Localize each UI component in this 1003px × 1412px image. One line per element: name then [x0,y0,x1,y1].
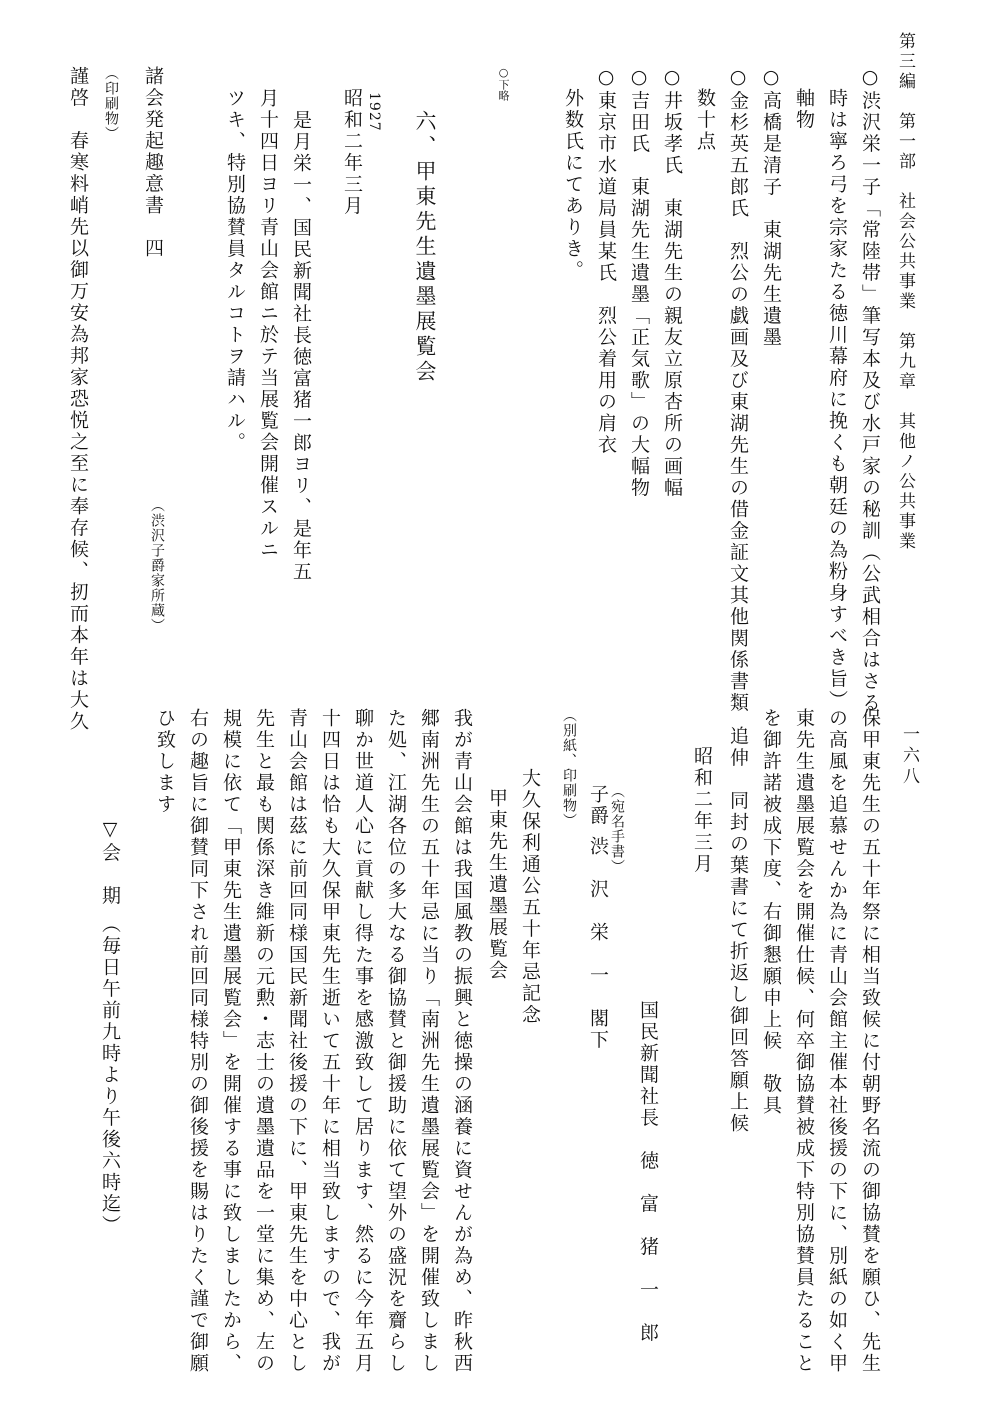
letter-date: 昭和二年三月 [691,746,713,875]
enclosure-line: ひ致します [154,708,176,816]
text-line: ○金杉英五郎氏 烈公の戯画及び東湖先生の借金証文其他関係書類 [727,66,749,714]
letter-opening: 謹啓 春寒料峭先以御万安為邦家恐悦之至に奉存候、扨而本年は大久 [67,66,89,733]
session-time: （毎日午前九時より午後六時迄） [99,914,121,1237]
text-line: 数十点 [694,88,716,153]
ellipsis-note: ○下略 [497,66,510,101]
addressee: 子爵 渋 沢 栄 一 閣下 [587,784,609,1051]
running-header: 第三編 第一部 社会公共事業 第九章 其他ノ公共事業 [895,32,915,552]
enclosure-line: 十四日は恰も大久保甲東先生逝いて五十年に相当致しますので、我が [319,708,341,1375]
enclosure-title: 大久保利通公五十年忌記念 [519,768,541,1026]
section-title: 六、甲東先生遺墨展覧会 [413,110,437,385]
enclosure-line: 規模に依て「甲東先生遺墨展覧会」を開催する事に致しましたから、 [220,708,242,1375]
year-marker: 1927 [366,92,382,132]
text-line: 時は寧ろ弓を宗家たる徳川幕府に挽くも朝廷の為粉身すべき旨） [826,88,848,712]
enclosure-line: 郷南洲先生の五十年忌に当り「南洲先生遺墨展覧会」を開催致しまし [418,708,440,1375]
text-line: ○高橋是清子 東湖先生遺墨 [760,66,782,349]
enclosure-line: 青山会館は茲に前回同様国民新聞社後援の下に、甲東先生を中心とし [286,708,308,1375]
enclosure-line: 我が青山会館は我国風教の振興と徳操の涵養に資せんが為め、昨秋西 [451,708,473,1375]
enclosure-line: 先生と最も関係深き維新の元勲・志士の遺墨遺品を一堂に集め、左の [253,708,275,1375]
enclosure-line: 右の趣旨に御賛同下され前回同様特別の御後援を賜はりたく謹で御願 [187,708,209,1375]
text-line: ○井坂孝氏 東湖先生の親友立原杏所の画幅 [661,66,683,499]
entry-date: 昭和二年三月 [341,88,363,217]
sender: 国民新聞社長 徳 富 猪 一 郎 [637,1000,659,1344]
enclosure-note: （別紙、印刷物） [561,708,577,828]
letter-line: 東先生遺墨展覧会を開催仕候、何卒御協賛被成下特別協賛員たること [793,708,815,1375]
body-line: ツキ、特別協賛員タルコトヲ請ハル。 [224,88,246,454]
letter-line: 保甲東先生の五十年祭に相当致候に付朝野名流の御協賛を願ひ、先生 [859,708,881,1375]
document-title: 諸会発起趣意書 四 [142,66,164,260]
enclosure-line: た処、江湖各位の多大なる御協賛と御援助に依て望外の盛況を齎らし [385,708,407,1375]
source-note: （渋沢子爵家所蔵） [149,498,165,633]
page-number: 一六八 [899,725,919,788]
body-line: 月十四日ヨリ青山会館ニ於テ当展覧会開催スルニ [257,88,279,561]
text-line: ○渋沢栄一子「常陸帯」筆写本及び水戸家の秘訓（公武相合はさる [859,66,881,714]
printed-note: （印刷物） [103,66,119,141]
session-label: ▽会 期 [99,818,121,907]
text-line: 軸物 [793,88,815,131]
letter-line: の高風を追慕せんか為に青山会館主催本社後援の下に、別紙の如く甲 [826,708,848,1375]
text-line: ○吉田氏 東湖先生遺墨「正気歌」の大幅物 [628,66,650,499]
addressee-note: （宛名手書） [609,784,625,874]
body-line: 是月栄一、国民新聞社長徳富猪一郎ヨリ、是年五 [290,110,312,583]
text-line: 外数氏にてありき。 [562,88,584,282]
text-line: ○東京市水道局員某氏 烈公着用の肩衣 [595,66,617,456]
enclosure-line: 聊か世道人心に貢献し得た事を感激致して居ります、然るに今年五月 [352,708,374,1375]
postscript: 追伸 同封の葉書にて折返し御回答願上候 [727,726,749,1135]
enclosure-subtitle: 甲東先生遺墨展覧会 [486,788,508,982]
letter-line: を御許諾被成下度、右御懇願申上候 敬具 [760,708,782,1117]
